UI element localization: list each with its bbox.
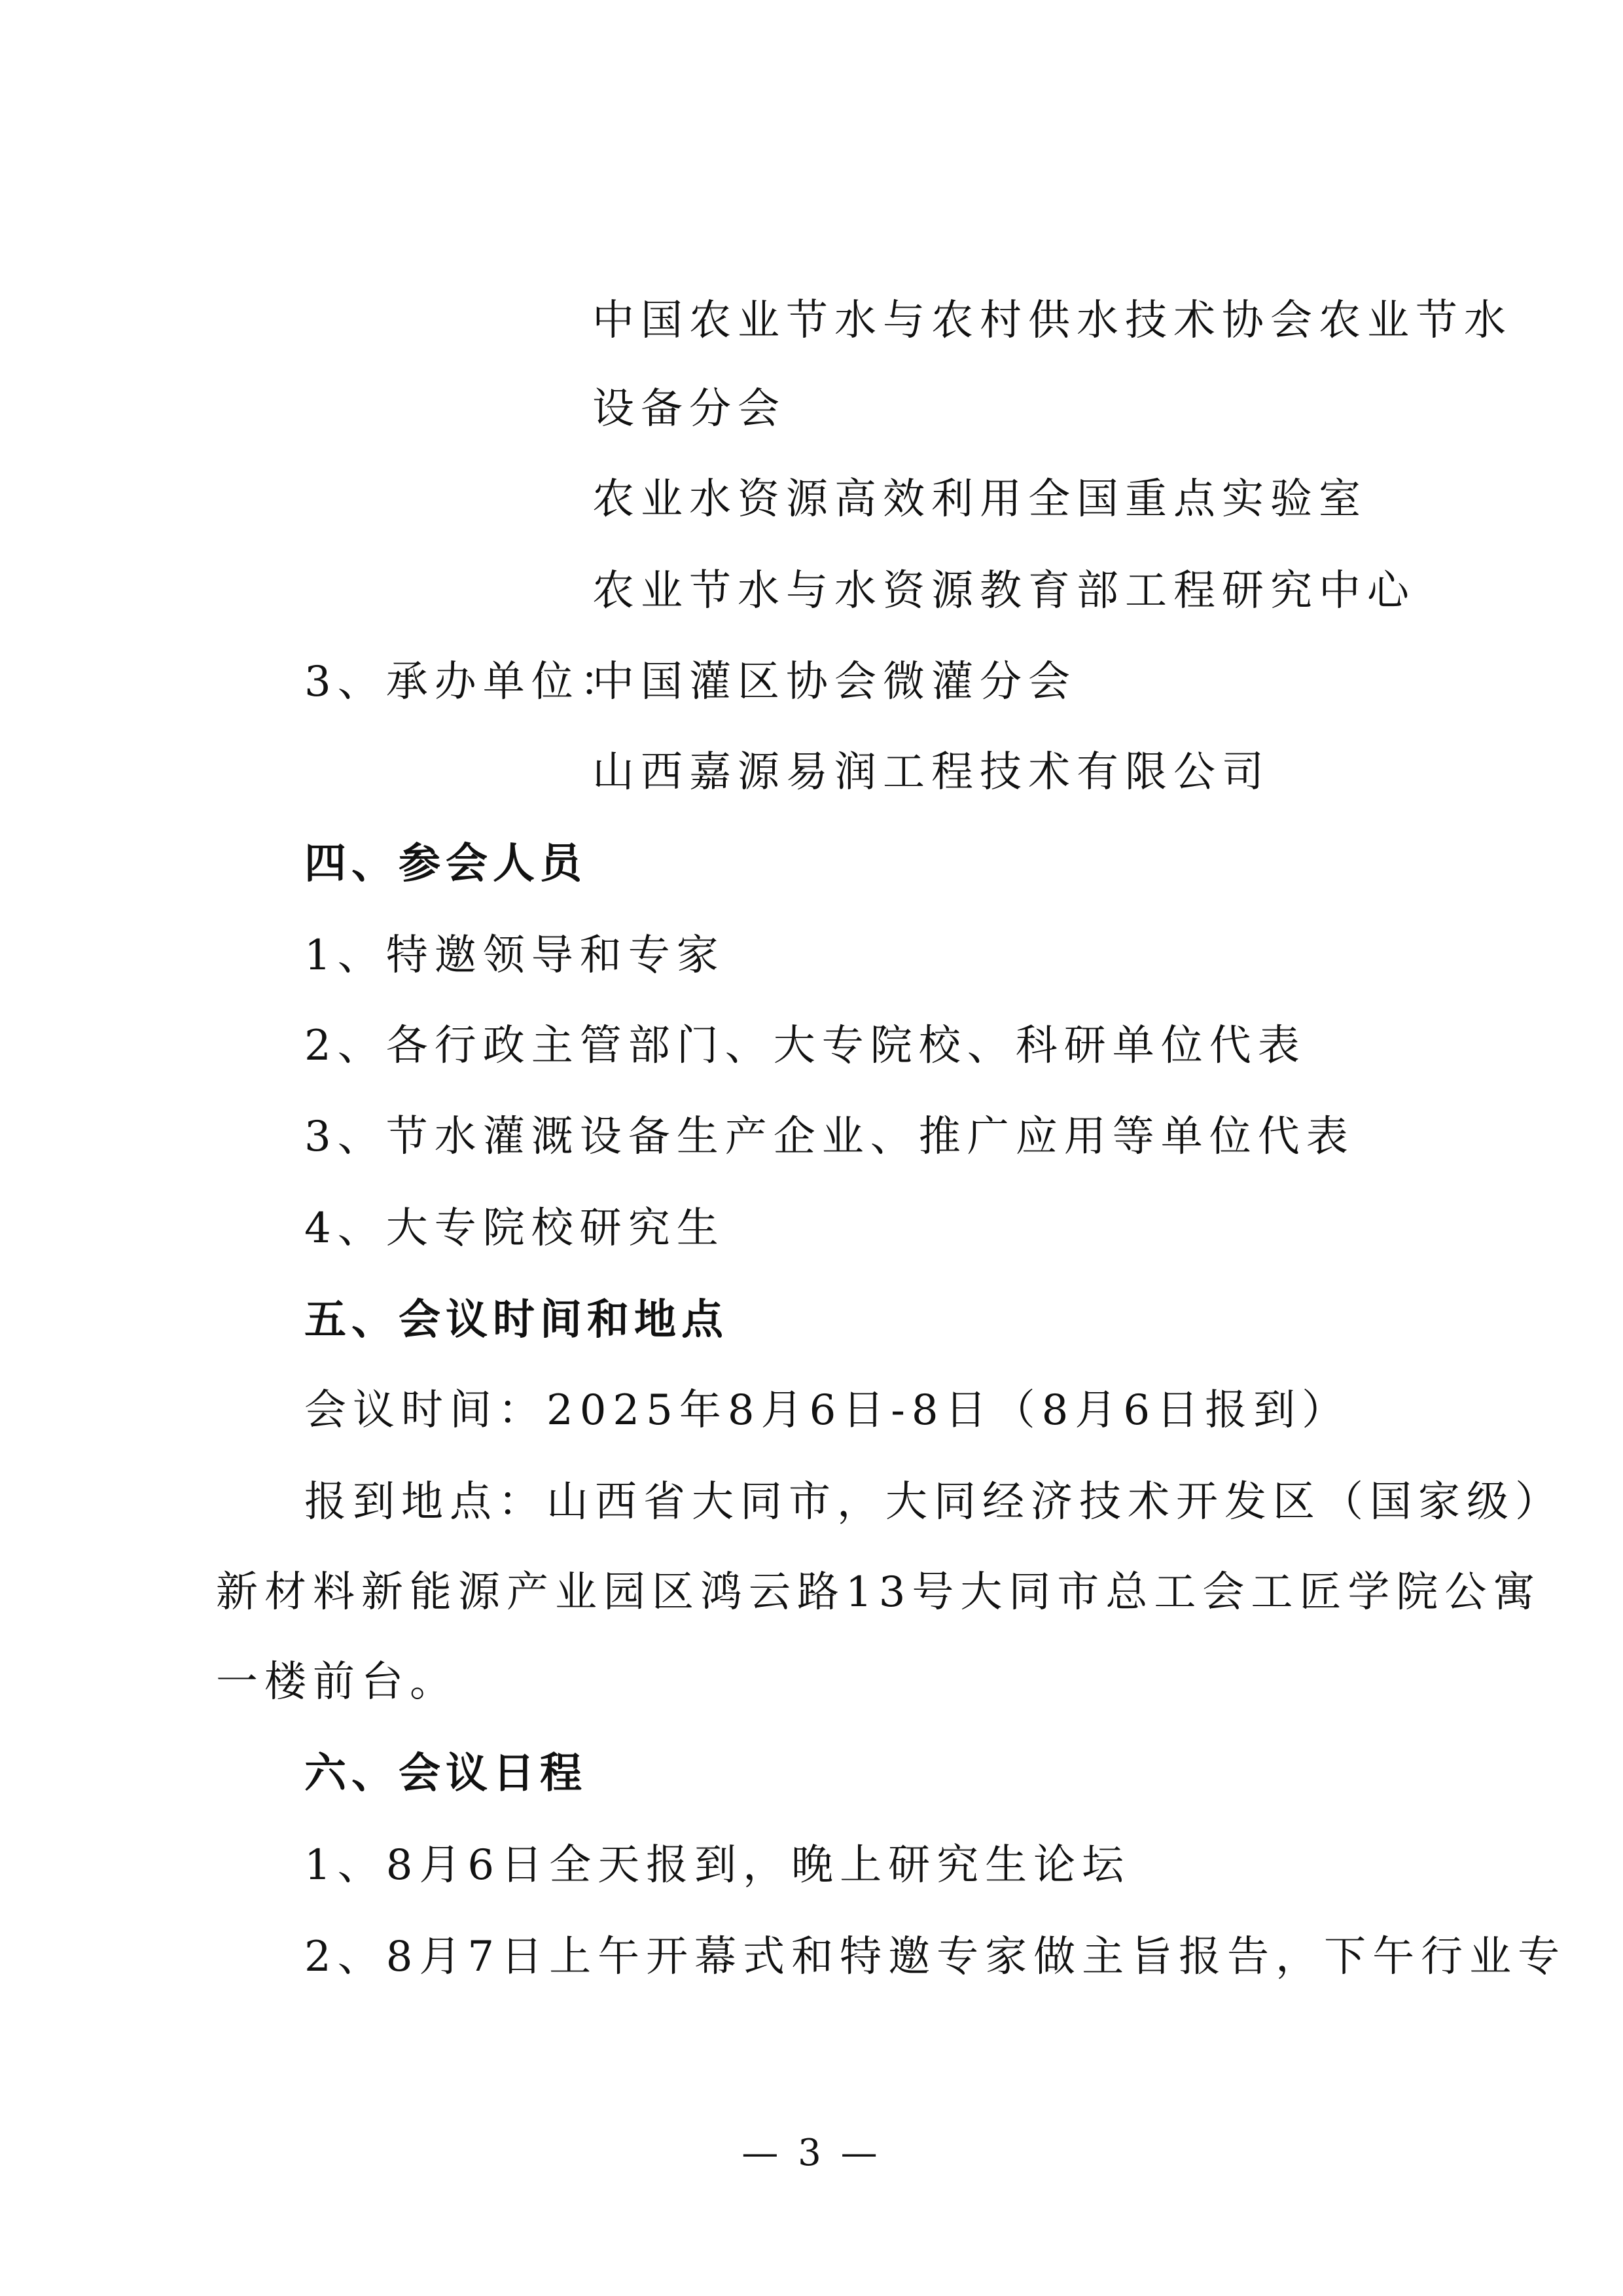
section-4-heading: 四、参会人员	[304, 840, 587, 888]
co-organizer-line-2: 设备分会	[592, 385, 786, 433]
host-line-2: 山西嘉源易润工程技术有限公司	[592, 748, 1270, 797]
section-5-heading: 五、会议时间和地点	[304, 1296, 728, 1344]
participant-item-4: 4、大专院校研究生	[304, 1204, 725, 1253]
participant-item-1: 1、特邀领导和专家	[304, 931, 725, 980]
host-label: 3、承办单位：	[304, 658, 628, 706]
schedule-item-2: 2、8月7日上午开幕式和特邀专家做主旨报告，下午行业专	[304, 1933, 1567, 1981]
co-organizer-line-3: 农业水资源高效利用全国重点实验室	[592, 475, 1367, 524]
location-line-3: 一楼前台。	[216, 1658, 458, 1706]
page-number: — 3 —	[741, 2132, 882, 2174]
co-organizer-line-4: 农业节水与水资源教育部工程研究中心	[592, 567, 1416, 615]
host-line-1: 中国灌区协会微灌分会	[592, 658, 1077, 706]
location-line-1: 报到地点：山西省大同市，大同经济技术开发区（国家级）	[304, 1478, 1563, 1526]
meeting-time: 会议时间：2025年8月6日-8日（8月6日报到）	[304, 1386, 1351, 1435]
co-organizer-line-1: 中国农业节水与农村供水技术协会农业节水	[592, 296, 1512, 345]
participant-item-3: 3、节水灌溉设备生产企业、推广应用等单位代表	[304, 1113, 1355, 1161]
section-6-heading: 六、会议日程	[304, 1749, 587, 1798]
location-line-2: 新材料新能源产业园区鸿云路13号大同市总工会工匠学院公寓	[216, 1568, 1542, 1617]
schedule-item-1: 1、8月6日全天报到，晚上研究生论坛	[304, 1841, 1131, 1890]
participant-item-2: 2、各行政主管部门、大专院校、科研单位代表	[304, 1022, 1306, 1070]
